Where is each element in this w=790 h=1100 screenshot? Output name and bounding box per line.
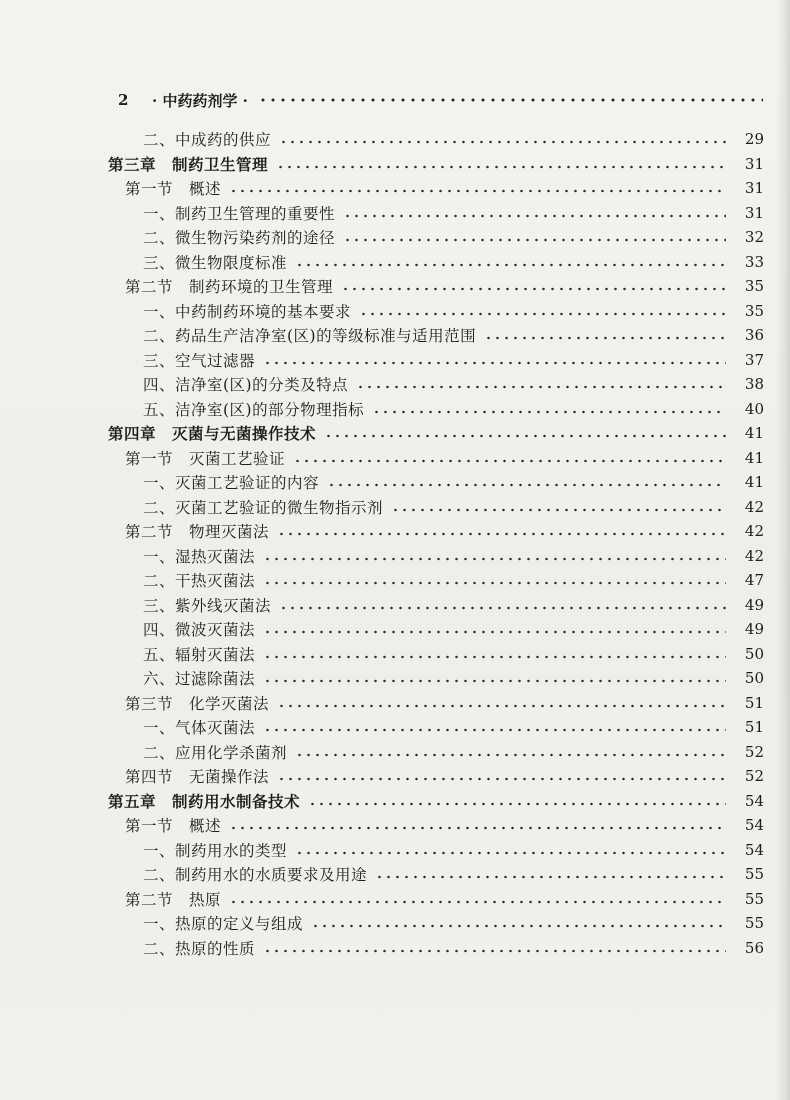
toc-entry-label: 二、中成药的供应 — [143, 131, 272, 149]
dot-leader — [277, 532, 726, 536]
toc-entry-label: 第三节 化学灭菌法 — [125, 694, 270, 713]
toc-page-number: 54 — [744, 816, 764, 834]
toc-entry-sub — [143, 495, 764, 519]
toc-entry-chapter — [108, 789, 764, 813]
toc-entry-label: 三、空气过滤器 — [143, 351, 256, 370]
dot-leader — [375, 875, 726, 879]
toc-page-number: 41 — [744, 424, 764, 442]
page-number: 2 — [118, 91, 129, 109]
toc-entry-label: 第一节 概述 — [125, 180, 222, 198]
toc-entry-label: 五、洁净室(区)的部分物理指标 — [143, 400, 365, 419]
toc-page-number: 54 — [744, 791, 764, 810]
toc-entry-label: 二、热原的性质 — [143, 939, 256, 958]
toc-page-number: 31 — [744, 154, 764, 173]
dot-leader — [484, 336, 726, 340]
dot-leader — [229, 189, 726, 193]
toc-entry-label: 第三章 制药卫生管理 — [108, 154, 269, 174]
toc-entry-sub — [143, 470, 764, 494]
toc-entry-sub — [143, 568, 764, 592]
toc-entry-chapter — [108, 421, 764, 445]
dot-leader — [263, 728, 726, 732]
toc-entry-sub — [143, 299, 764, 323]
header-dot-leader — [258, 98, 763, 102]
dot-leader — [324, 434, 726, 438]
toc-entry-label: 二、干热灭菌法 — [143, 572, 256, 590]
toc-page-number: 31 — [744, 203, 764, 222]
toc-page-number: 52 — [744, 742, 764, 761]
dot-leader — [372, 410, 726, 414]
toc-page-number: 42 — [744, 522, 764, 540]
toc-entry-section — [125, 691, 764, 715]
dot-leader — [276, 165, 726, 169]
dot-leader — [263, 655, 726, 659]
dot-leader — [295, 263, 726, 267]
toc-entry-sub — [143, 323, 764, 347]
toc-entry-sub — [143, 862, 764, 886]
toc-entry-label: 第一节 概述 — [125, 817, 222, 835]
toc-entry-label: 二、微生物污染药剂的途径 — [143, 229, 336, 247]
toc-entry-label: 一、湿热灭菌法 — [143, 547, 256, 566]
dot-leader — [263, 949, 726, 953]
toc-page-number: 49 — [744, 620, 764, 638]
toc-entry-sub — [143, 127, 764, 151]
toc-entry-section — [125, 519, 764, 543]
toc-entry-label: 第四章 灭菌与无菌操作技术 — [108, 424, 317, 443]
toc-entry-label: 六、过滤除菌法 — [143, 670, 256, 688]
toc-page-number: 50 — [744, 644, 764, 663]
toc-page-number: 51 — [744, 693, 764, 712]
toc-entry-label: 一、热原的定义与组成 — [143, 915, 304, 933]
dot-leader — [308, 802, 726, 806]
toc-entry-section — [125, 176, 764, 200]
toc-entry-label: 三、紫外线灭菌法 — [143, 596, 272, 615]
dot-leader — [263, 557, 726, 561]
toc-entry-label: 一、灭菌工艺验证的内容 — [143, 474, 320, 492]
toc-entry-label: 一、中药制药环境的基本要求 — [143, 302, 352, 321]
toc-entry-label: 第五章 制药用水制备技术 — [108, 791, 301, 811]
toc-page-number: 42 — [744, 497, 764, 516]
running-header — [118, 88, 763, 112]
toc-entry-sub — [143, 250, 764, 274]
dot-leader — [263, 679, 726, 683]
toc-entry-sub — [143, 642, 764, 666]
page-edge-shadow — [776, 0, 790, 1100]
toc-entry-label: 四、洁净室(区)的分类及特点 — [143, 376, 349, 394]
toc-page-number: 32 — [744, 228, 764, 246]
dot-leader — [279, 606, 726, 610]
toc-entry-sub — [143, 348, 764, 372]
toc-entry-label: 第二节 制药环境的卫生管理 — [125, 278, 334, 296]
toc-entry-sub — [143, 740, 764, 764]
dot-leader — [279, 140, 726, 144]
toc-page-number: 35 — [744, 301, 764, 320]
dot-leader — [359, 312, 726, 316]
toc-page-number: 31 — [744, 179, 764, 197]
toc-entry-sub — [143, 372, 764, 396]
toc-entry-sub — [143, 544, 764, 568]
toc-page-number: 55 — [744, 914, 764, 932]
dot-leader — [229, 826, 726, 830]
dot-leader — [343, 214, 726, 218]
toc-entry-label: 第二节 物理灭菌法 — [125, 523, 270, 541]
toc-page-number: 38 — [744, 375, 764, 393]
toc-page-number: 36 — [744, 326, 764, 344]
running-title: · 中药药剂学 · — [152, 91, 248, 110]
toc-page-number: 55 — [744, 865, 764, 883]
toc-entry-label: 三、微生物限度标准 — [143, 253, 288, 272]
toc-entry-sub — [143, 838, 764, 862]
toc-entry-label: 第二节 热原 — [125, 890, 222, 909]
dot-leader — [293, 459, 726, 463]
toc-entry-label: 二、制药用水的水质要求及用途 — [143, 866, 368, 884]
toc-entry-sub — [143, 936, 764, 960]
toc-page-number: 55 — [744, 889, 764, 908]
dot-leader — [356, 385, 726, 389]
toc-entry-section — [125, 446, 764, 470]
toc-page-number: 41 — [744, 448, 764, 467]
toc-page-number: 50 — [744, 669, 764, 687]
toc-page-number: 37 — [744, 350, 764, 369]
dot-leader — [263, 630, 726, 634]
toc-entry-label: 第一节 灭菌工艺验证 — [125, 449, 286, 468]
toc-entry-label: 一、制药卫生管理的重要性 — [143, 204, 336, 223]
toc-entry-sub — [143, 911, 764, 935]
dot-leader — [277, 777, 726, 781]
toc-page-number: 51 — [744, 718, 764, 736]
toc-entry-label: 二、应用化学杀菌剂 — [143, 743, 288, 762]
toc-entry-label: 二、灭菌工艺验证的微生物指示剂 — [143, 498, 384, 517]
dot-leader — [263, 361, 726, 365]
toc-page-number: 54 — [744, 840, 764, 859]
toc-entry-label: 第四节 无菌操作法 — [125, 768, 270, 786]
toc-page-number: 29 — [744, 130, 764, 148]
toc-entry-section — [125, 764, 764, 788]
dot-leader — [277, 704, 726, 708]
dot-leader — [295, 753, 726, 757]
toc-entry-chapter — [108, 152, 764, 176]
toc-entry-sub — [143, 397, 764, 421]
toc-page-number: 35 — [744, 277, 764, 295]
dot-leader — [295, 851, 726, 855]
toc-entry-sub — [143, 715, 764, 739]
toc-entry-label: 四、微波灭菌法 — [143, 621, 256, 639]
toc-entry-sub — [143, 201, 764, 225]
toc-entry-sub — [143, 666, 764, 690]
toc-page-number: 47 — [744, 571, 764, 589]
toc-entry-label: 一、制药用水的类型 — [143, 841, 288, 860]
toc-entry-section — [125, 813, 764, 837]
toc-entry-sub — [143, 593, 764, 617]
toc-page-number: 40 — [744, 399, 764, 418]
toc-page-number: 41 — [744, 473, 764, 491]
toc-entry-sub — [143, 617, 764, 641]
toc-entry-label: 一、气体灭菌法 — [143, 719, 256, 737]
toc-entry-label: 五、辐射灭菌法 — [143, 645, 256, 664]
toc-page-number: 42 — [744, 546, 764, 565]
toc-entry-section — [125, 274, 764, 298]
toc-page-number: 52 — [744, 767, 764, 785]
dot-leader — [341, 287, 726, 291]
toc-entry-label: 二、药品生产洁净室(区)的等级标准与适用范围 — [143, 327, 477, 345]
toc-page-number: 33 — [744, 252, 764, 271]
dot-leader — [391, 508, 726, 512]
dot-leader — [263, 581, 726, 585]
toc-page-number: 56 — [744, 938, 764, 957]
dot-leader — [343, 238, 726, 242]
toc-entry-sub — [143, 225, 764, 249]
dot-leader — [311, 924, 726, 928]
toc-entry-section — [125, 887, 764, 911]
toc-page-number: 49 — [744, 595, 764, 614]
dot-leader — [327, 483, 726, 487]
dot-leader — [229, 900, 726, 904]
